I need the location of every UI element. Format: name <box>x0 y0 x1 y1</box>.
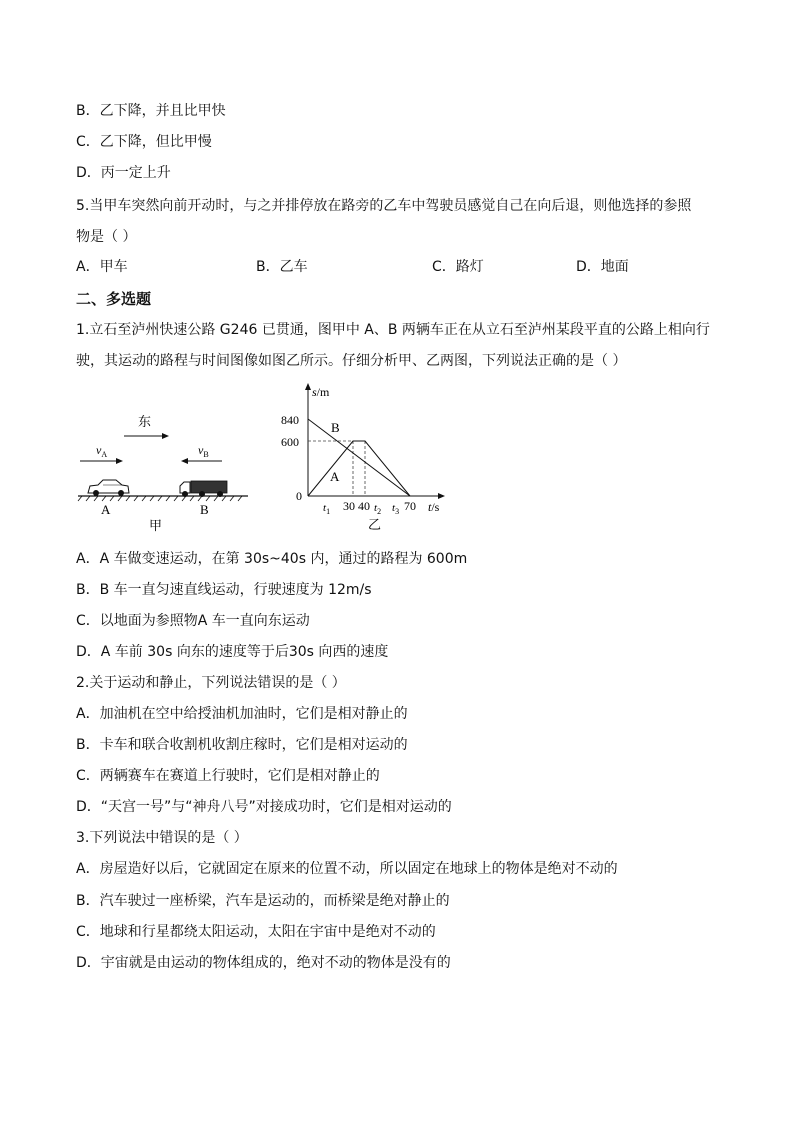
svg-text:s/m <box>312 385 330 399</box>
svg-text:vA <box>96 443 107 459</box>
mq1-stem-line1: 1.立石至泸州快速公路 G246 已贯通，图甲中 A、B 两辆车正在从立石至泸州某段平直的公路上相向行 <box>76 322 710 338</box>
car-a-icon <box>88 480 129 496</box>
mq3-option-a: A．房屋造好以后，它就固定在原来的位置不动，所以固定在地球上的物体是绝对不动的 <box>76 861 618 877</box>
mq2-option-c: C．两辆赛车在赛道上行驶时，它们是相对静止的 <box>76 768 380 784</box>
q5-option-d: D．地面 <box>576 259 629 275</box>
question-5-stem-line1: 5.当甲车突然向前开动时，与之并排停放在路旁的乙车中驾驶员感觉自己在向后退，则他选择的参照 <box>76 198 692 214</box>
car-a-label: A <box>101 502 111 517</box>
mq3-option-b: B．汽车驶过一座桥梁，汽车是运动的，而桥梁是绝对静止的 <box>76 893 450 909</box>
svg-text:t3 <box>392 502 399 516</box>
x-axis-unit: /s <box>431 500 440 514</box>
mq3-option-c: C．地球和行星都绕太阳运动，太阳在宇宙中是绝对不动的 <box>76 924 436 940</box>
mq2-option-a: A．加油机在空中给授油机加油时，它们是相对静止的 <box>76 706 408 722</box>
svg-text:t/s <box>428 500 440 514</box>
x-tick-t1-sub: 1 <box>326 507 331 516</box>
mq1-option-b: B．B 车一直匀速直线运动，行驶速度为 12m/s <box>76 582 372 598</box>
x-tick-t2-sub: 2 <box>377 507 382 516</box>
va-label: v <box>96 443 102 457</box>
q5-option-c: C．路灯 <box>432 259 484 275</box>
truck-b-icon <box>180 481 227 497</box>
x-tick-70: 70 <box>404 499 416 513</box>
mq1-stem-line2: 驶，其运动的路程与时间图像如图乙所示。仔细分析甲、乙两图，下列说法正确的是（ ） <box>76 353 627 369</box>
series-b-label: B <box>331 420 340 435</box>
series-a-label: A <box>330 469 340 484</box>
mq2-stem: 2.关于运动和静止，下列说法错误的是（ ） <box>76 675 346 691</box>
x-tick-40: 40 <box>358 499 370 513</box>
q5-option-a: A．甲车 <box>76 259 128 275</box>
series-a-line <box>308 441 410 496</box>
x-axis-t: t <box>428 500 432 514</box>
svg-text:t1 <box>323 502 330 516</box>
option-d: D．丙一定上升 <box>76 165 171 181</box>
truck-b-label: B <box>200 502 209 517</box>
y-tick-840: 840 <box>281 413 299 427</box>
vb-label: v <box>198 443 204 457</box>
figure-jia <box>72 400 262 535</box>
vb-sub: B <box>203 450 209 459</box>
section-heading: 二、多选题 <box>76 290 152 308</box>
mq3-option-d: D．宇宙就是由运动的物体组成的，绝对不动的物体是没有的 <box>76 955 451 971</box>
x-tick-30: 30 <box>343 499 355 513</box>
mq3-stem: 3.下列说法中错误的是（ ） <box>76 830 248 846</box>
x-tick-t1: t <box>323 502 327 514</box>
option-b: B．乙下降，并且比甲快 <box>76 103 226 119</box>
va-sub: A <box>101 450 108 459</box>
series-b-line <box>308 419 410 496</box>
svg-text:t2 <box>374 502 381 516</box>
y-axis-unit: /m <box>316 385 330 399</box>
option-c: C．乙下降，但比甲慢 <box>76 134 212 150</box>
y-axis-s: s <box>312 385 317 399</box>
mq2-option-b: B．卡车和联合收割机收割庄稼时，它们是相对运动的 <box>76 737 408 753</box>
mq1-option-a: A．A 车做变速运动，在第 30s~40s 内，通过的路程为 600m <box>76 551 468 567</box>
q5-option-b: B．乙车 <box>256 259 308 275</box>
figure-yi-caption: 乙 <box>368 517 382 532</box>
mq1-option-d: D．A 车前 30s 向东的速度等于后30s 向西的速度 <box>76 644 389 660</box>
figure-yi <box>276 380 456 538</box>
x-tick-t3-sub: 3 <box>395 507 400 516</box>
question-5-stem-line2: 物是（ ） <box>76 229 137 245</box>
x-tick-t2: t <box>374 502 378 514</box>
svg-text:vB <box>198 443 209 459</box>
direction-label: 东 <box>138 414 152 429</box>
figure-jia-caption: 甲 <box>149 518 163 533</box>
mq1-option-c: C．以地面为参照物A 车一直向东运动 <box>76 613 310 629</box>
origin-label: 0 <box>296 489 302 503</box>
x-tick-t3: t <box>392 502 396 514</box>
y-tick-600: 600 <box>281 435 299 449</box>
mq2-option-d: D．“天宫一号”与“神舟八号”对接成功时，它们是相对运动的 <box>76 799 452 815</box>
